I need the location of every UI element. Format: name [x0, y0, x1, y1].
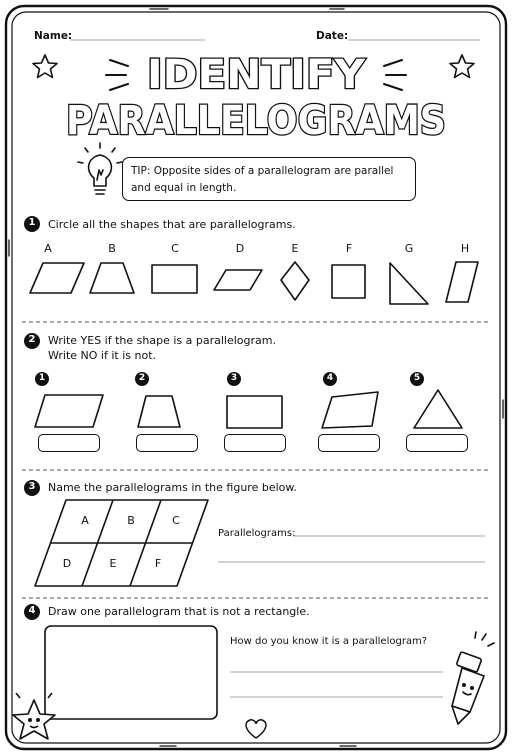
section-number: 1: [28, 217, 36, 228]
item-number: 4: [326, 373, 334, 383]
date-label: Date:: [316, 30, 349, 42]
section4-instruction: Draw one parallelogram that is not a rectangle.: [48, 605, 310, 618]
item-5-triangle: [414, 390, 462, 428]
item-number: 5: [413, 373, 421, 383]
section-number: 4: [28, 605, 36, 616]
grid-label: E: [109, 557, 117, 570]
shape-h-parallelogram: [446, 262, 478, 302]
shape-f-square: [332, 265, 365, 298]
tip-text-line2: and equal in length.: [131, 182, 237, 194]
grid-label: A: [81, 514, 89, 527]
section-number: 2: [28, 334, 36, 345]
item-number: 2: [138, 373, 146, 383]
grid-label: D: [62, 557, 72, 570]
shape-label: D: [235, 242, 245, 255]
answer-box-4[interactable]: [318, 434, 380, 452]
shape-b-trapezoid: [90, 263, 134, 293]
shape-label: G: [404, 242, 414, 255]
explanation-input[interactable]: [230, 658, 443, 698]
answer-box-5[interactable]: [406, 434, 468, 452]
name-input[interactable]: [70, 28, 205, 42]
parallelograms-answer-input[interactable]: [293, 522, 485, 536]
grid-label: C: [172, 514, 180, 527]
item-number: 3: [230, 373, 238, 383]
item-1-parallelogram: [35, 395, 103, 427]
shape-a-parallelogram: [30, 263, 84, 293]
page-title: [0, 50, 512, 140]
lightbulb-icon: [78, 143, 122, 194]
shape-label: H: [460, 242, 470, 255]
heart-icon: [246, 720, 266, 738]
date-input[interactable]: [348, 28, 480, 42]
section2-instruction-line2: Write NO if it is not.: [48, 349, 157, 362]
title-line1: IDENTIFY: [147, 52, 367, 98]
shape-label: F: [345, 242, 353, 255]
section3-instruction: Name the parallelograms in the figure below.: [48, 481, 297, 494]
answer-box-2[interactable]: [136, 434, 198, 452]
title-line2: PARALLELOGRAMS: [66, 98, 446, 140]
shape-e-rhombus: [281, 262, 309, 300]
item-number: 1: [38, 373, 46, 383]
name-label: Name:: [34, 30, 73, 42]
section-number: 3: [28, 481, 36, 492]
grid-label: B: [127, 514, 135, 527]
parallelograms-answer-label: Parallelograms:: [218, 528, 296, 539]
section4-question: How do you know it is a parallelogram?: [230, 636, 428, 647]
shape-g-right-triangle: [390, 263, 428, 304]
tip-box: [122, 157, 416, 201]
item-2-trapezoid: [138, 396, 180, 427]
section2-instruction-line1: Write YES if the shape is a parallelogram.: [48, 334, 276, 347]
answer-box-3[interactable]: [224, 434, 286, 452]
tip-text-line1: TIP: Opposite sides of a parallelogram are parallel: [131, 165, 394, 177]
answer-box-1[interactable]: [38, 434, 100, 452]
shape-label: B: [108, 242, 116, 255]
shape-label: A: [44, 242, 52, 255]
pencil-icon: [452, 632, 494, 724]
shape-c-rectangle: [152, 265, 197, 293]
shape-label: E: [291, 242, 299, 255]
section1-instruction: Circle all the shapes that are parallelograms.: [48, 218, 296, 231]
drawing-area[interactable]: [45, 626, 217, 719]
shape-label: C: [171, 242, 179, 255]
grid-label: F: [154, 557, 162, 570]
item-4-quadrilateral: [322, 392, 378, 428]
item-3-rectangle: [227, 396, 282, 428]
shape-d-parallelogram: [214, 270, 262, 290]
